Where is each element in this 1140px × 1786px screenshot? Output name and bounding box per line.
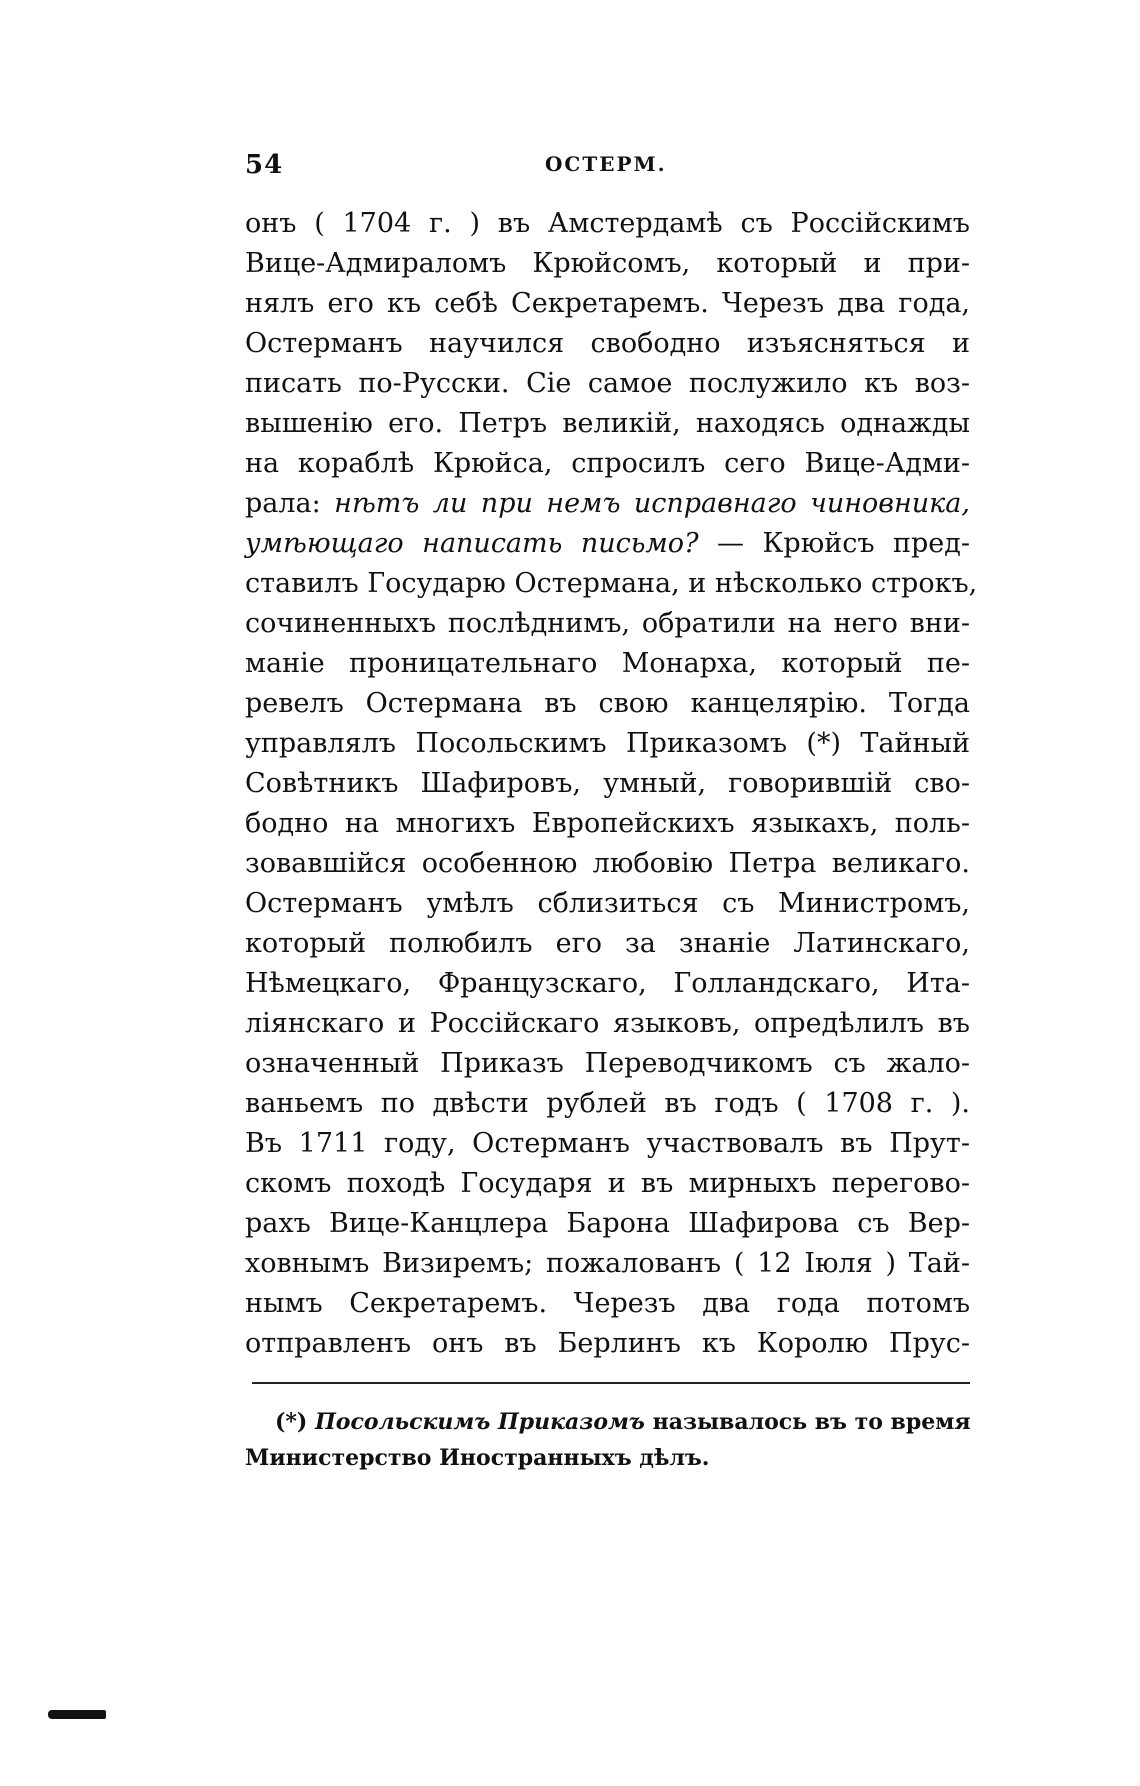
page-header — [245, 150, 970, 190]
text-line: бодно на многихъ Европейскихъ языкахъ, поль- — [245, 808, 970, 839]
text-line: ревелъ Остермана въ свою канцелярію. Тогда — [245, 688, 970, 719]
text-line: нялъ его къ себѣ Секретаремъ. Черезъ два года, — [245, 288, 970, 319]
italic-phrase: нѣтъ ли при немъ исправнаго чиновника, — [334, 488, 970, 519]
text-line: рахъ Вице-Канцлера Барона Шафирова съ Вер- — [245, 1208, 970, 1239]
page-number: 54 — [245, 150, 284, 180]
running-head: ОСТЕРМ. — [545, 152, 667, 176]
text-line: Остерманъ умѣлъ сблизиться съ Министромъ, — [245, 888, 970, 919]
text-line: писать по-Русски. Сіе самое послужило къ воз- — [245, 368, 970, 399]
footnote-text: называлось въ то время — [652, 1409, 971, 1435]
text-line-with-italic: умѣющаго написать письмо? — Крюйсъ пред- — [245, 528, 970, 559]
text-line: который полюбилъ его за знаніе Латинскаго, — [245, 928, 970, 959]
main-text — [245, 204, 978, 1364]
text-line-with-italic: рала: нѣтъ ли при немъ исправнаго чиновника, — [245, 488, 970, 519]
text-line: Вице-Адмираломъ Крюйсомъ, который и при- — [245, 248, 970, 279]
text-line: Совѣтникъ Шафировъ, умный, говорившій сво- — [245, 768, 970, 799]
text-line: маніе проницательнаго Монарха, который пе- — [245, 648, 970, 679]
text-line: Нѣмецкаго, Французскаго, Голландскаго, Ита- — [245, 968, 970, 999]
text-line: на кораблѣ Крюйса, спросилъ сего Вице-Адми- — [245, 448, 970, 479]
text-line: Остерманъ научился свободно изъясняться и — [245, 328, 970, 359]
text-line: Въ 1711 году, Остерманъ участвовалъ въ Прут- — [245, 1128, 970, 1159]
text-line: сочиненныхъ послѣднимъ, обратили на него вни- — [245, 608, 970, 639]
text-line: вышенію его. Петръ великій, находясь однажды — [245, 408, 970, 439]
text-line: означенный Приказъ Переводчикомъ съ жало- — [245, 1048, 970, 1079]
text-line: отправленъ онъ въ Берлинъ къ Королю Прус- — [245, 1328, 970, 1359]
text-line: ваньемъ по двѣсти рублей въ годъ ( 1708 г. ). — [245, 1088, 970, 1119]
text-line: ставилъ Государю Остермана, и нѣсколько строкъ, — [245, 568, 978, 599]
text-line: нымъ Секретаремъ. Черезъ два года потомъ — [245, 1288, 970, 1319]
text-line: онъ ( 1704 г. ) въ Амстердамѣ съ Россійскимъ — [245, 208, 970, 239]
footnote-divider — [252, 1382, 970, 1384]
text-line: зовавшійся особенною любовію Петра великаго. — [245, 848, 970, 879]
footnote-marker: (*) — [275, 1409, 308, 1435]
italic-phrase: умѣющаго написать письмо? — [245, 528, 699, 559]
footnote-line — [245, 1404, 970, 1440]
text-line: управлялъ Посольскимъ Приказомъ (*) Тайный — [245, 728, 970, 759]
text-line: ховнымъ Визиремъ; пожалованъ ( 12 Іюля ) Тай- — [245, 1248, 970, 1279]
text-line: скомъ походѣ Государя и въ мирныхъ перегово- — [245, 1168, 970, 1199]
ink-smudge — [48, 1710, 106, 1719]
footnote — [245, 1404, 970, 1476]
footnote-line: Министерство Иностранныхъ дѣлъ. — [245, 1445, 710, 1471]
text-line: ліянскаго и Россійскаго языковъ, опредѣлилъ въ — [245, 1008, 970, 1039]
footnote-italic-term: Посольскимъ Приказомъ — [315, 1409, 645, 1435]
